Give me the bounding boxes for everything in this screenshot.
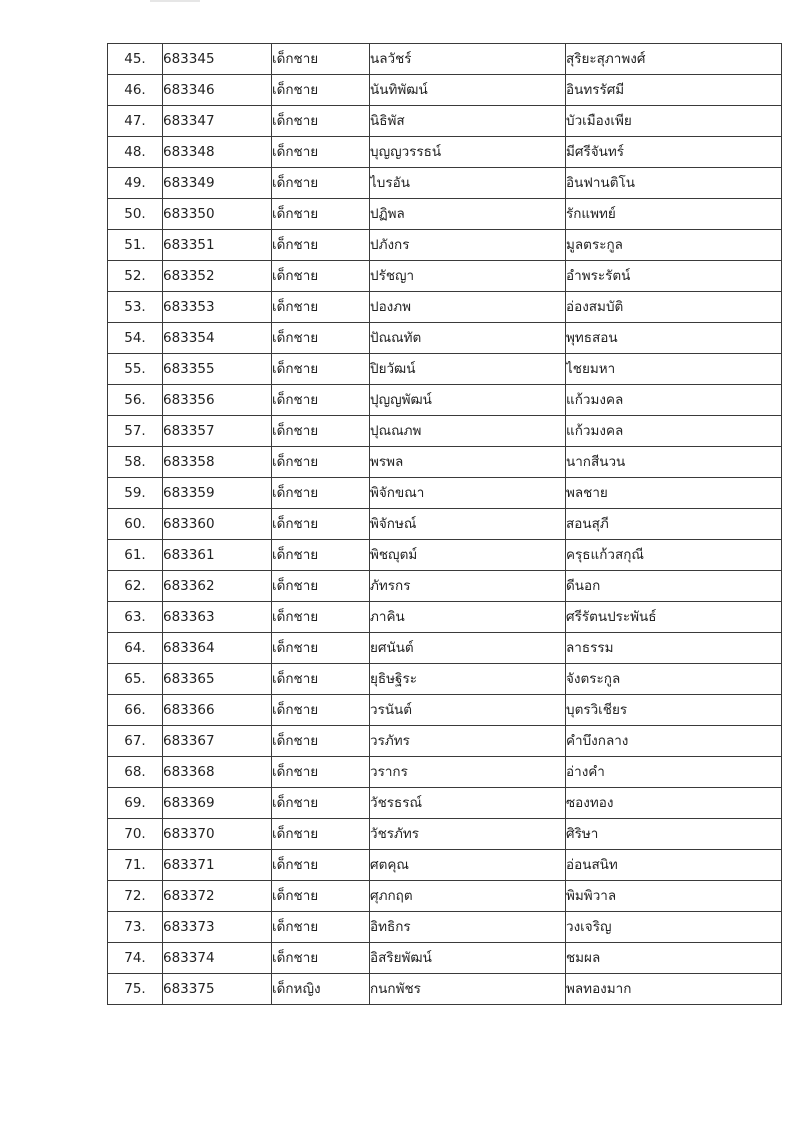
name-title-cell: เด็กชาย [272,633,370,664]
name-title-cell: เด็กชาย [272,726,370,757]
name-title-cell: เด็กชาย [272,757,370,788]
name-title-cell: เด็กชาย [272,323,370,354]
table-row [108,44,782,75]
last-name-cell: มีศรีจันทร์ [566,137,782,168]
row-number-cell: 45. [108,44,163,75]
last-name-cell: สอนสุภี [566,509,782,540]
table-row [108,137,782,168]
student-id-cell: 683357 [163,416,272,447]
table-row [108,664,782,695]
roster-body [108,44,782,1005]
name-title-cell: เด็กชาย [272,571,370,602]
table-row [108,385,782,416]
student-id-cell: 683354 [163,323,272,354]
student-id-cell: 683365 [163,664,272,695]
scan-artifact-mark [150,0,200,2]
last-name-cell: มูลตระกูล [566,230,782,261]
table-row [108,571,782,602]
last-name-cell: ไชยมหา [566,354,782,385]
row-number-cell: 60. [108,509,163,540]
first-name-cell: นันทิพัฒน์ [370,75,566,106]
name-title-cell: เด็กชาย [272,416,370,447]
row-number-cell: 74. [108,943,163,974]
table-row [108,819,782,850]
table-row [108,447,782,478]
student-id-cell: 683346 [163,75,272,106]
table-row [108,540,782,571]
name-title-cell: เด็กชาย [272,819,370,850]
last-name-cell: คำบึงกลาง [566,726,782,757]
student-id-cell: 683353 [163,292,272,323]
student-id-cell: 683349 [163,168,272,199]
first-name-cell: อิทธิกร [370,912,566,943]
first-name-cell: วรากร [370,757,566,788]
row-number-cell: 47. [108,106,163,137]
last-name-cell: รักแพทย์ [566,199,782,230]
student-id-cell: 683360 [163,509,272,540]
student-id-cell: 683367 [163,726,272,757]
row-number-cell: 68. [108,757,163,788]
row-number-cell: 65. [108,664,163,695]
last-name-cell: พิมพิวาล [566,881,782,912]
table-row [108,168,782,199]
student-id-cell: 683347 [163,106,272,137]
row-number-cell: 69. [108,788,163,819]
row-number-cell: 73. [108,912,163,943]
first-name-cell: พิชญุตม์ [370,540,566,571]
student-id-cell: 683345 [163,44,272,75]
table-row [108,974,782,1005]
table-row [108,199,782,230]
first-name-cell: ยุธิษฐิระ [370,664,566,695]
table-row [108,633,782,664]
row-number-cell: 72. [108,881,163,912]
first-name-cell: พรพล [370,447,566,478]
name-title-cell: เด็กหญิง [272,974,370,1005]
last-name-cell: พลทองมาก [566,974,782,1005]
first-name-cell: ภัทรกร [370,571,566,602]
name-title-cell: เด็กชาย [272,881,370,912]
first-name-cell: วัชรภัทร [370,819,566,850]
last-name-cell: ดีนอก [566,571,782,602]
table-row [108,881,782,912]
student-id-cell: 683373 [163,912,272,943]
table-row [108,292,782,323]
first-name-cell: พิจักขณา [370,478,566,509]
row-number-cell: 66. [108,695,163,726]
name-title-cell: เด็กชาย [272,788,370,819]
name-title-cell: เด็กชาย [272,168,370,199]
row-number-cell: 67. [108,726,163,757]
row-number-cell: 53. [108,292,163,323]
row-number-cell: 62. [108,571,163,602]
name-title-cell: เด็กชาย [272,540,370,571]
row-number-cell: 46. [108,75,163,106]
first-name-cell: ปุณณภพ [370,416,566,447]
student-id-cell: 683359 [163,478,272,509]
student-id-cell: 683351 [163,230,272,261]
student-id-cell: 683355 [163,354,272,385]
student-id-cell: 683363 [163,602,272,633]
row-number-cell: 59. [108,478,163,509]
student-id-cell: 683362 [163,571,272,602]
last-name-cell: อินทรรัศมี [566,75,782,106]
first-name-cell: วัชรธรณ์ [370,788,566,819]
last-name-cell: บุตรวิเชียร [566,695,782,726]
name-title-cell: เด็กชาย [272,75,370,106]
name-title-cell: เด็กชาย [272,943,370,974]
table-row [108,323,782,354]
table-row [108,478,782,509]
name-title-cell: เด็กชาย [272,695,370,726]
row-number-cell: 54. [108,323,163,354]
first-name-cell: ปภังกร [370,230,566,261]
name-title-cell: เด็กชาย [272,199,370,230]
first-name-cell: ปองภพ [370,292,566,323]
row-number-cell: 70. [108,819,163,850]
last-name-cell: อำพระรัตน์ [566,261,782,292]
name-title-cell: เด็กชาย [272,447,370,478]
row-number-cell: 55. [108,354,163,385]
last-name-cell: อินฟานติโน [566,168,782,199]
name-title-cell: เด็กชาย [272,664,370,695]
table-row [108,106,782,137]
row-number-cell: 64. [108,633,163,664]
name-title-cell: เด็กชาย [272,602,370,633]
table-row [108,602,782,633]
last-name-cell: อ่างคำ [566,757,782,788]
name-title-cell: เด็กชาย [272,850,370,881]
first-name-cell: ปุญญพัฒน์ [370,385,566,416]
row-number-cell: 58. [108,447,163,478]
last-name-cell: อ่องสมบัติ [566,292,782,323]
student-id-cell: 683371 [163,850,272,881]
student-id-cell: 683375 [163,974,272,1005]
student-id-cell: 683372 [163,881,272,912]
student-id-cell: 683368 [163,757,272,788]
table-row [108,416,782,447]
row-number-cell: 50. [108,199,163,230]
table-row [108,354,782,385]
last-name-cell: ชมผล [566,943,782,974]
name-title-cell: เด็กชาย [272,230,370,261]
last-name-cell: นากสีนวน [566,447,782,478]
table-row [108,943,782,974]
first-name-cell: กนกพัชร [370,974,566,1005]
student-id-cell: 683361 [163,540,272,571]
first-name-cell: นิธิพัส [370,106,566,137]
table-row [108,757,782,788]
name-title-cell: เด็กชาย [272,354,370,385]
row-number-cell: 75. [108,974,163,1005]
first-name-cell: ไบรอัน [370,168,566,199]
name-title-cell: เด็กชาย [272,478,370,509]
student-roster-table [107,43,782,1005]
student-id-cell: 683350 [163,199,272,230]
last-name-cell: ครุธแก้วสกุณี [566,540,782,571]
first-name-cell: ปัณณทัต [370,323,566,354]
first-name-cell: ภาคิน [370,602,566,633]
table-row [108,912,782,943]
first-name-cell: ศุภกฤต [370,881,566,912]
first-name-cell: วรภัทร [370,726,566,757]
name-title-cell: เด็กชาย [272,385,370,416]
name-title-cell: เด็กชาย [272,292,370,323]
name-title-cell: เด็กชาย [272,106,370,137]
table-row [108,695,782,726]
student-id-cell: 683352 [163,261,272,292]
row-number-cell: 61. [108,540,163,571]
first-name-cell: ยศนันต์ [370,633,566,664]
row-number-cell: 63. [108,602,163,633]
last-name-cell: ศรีรัตนประพันธ์ [566,602,782,633]
first-name-cell: อิสริยพัฒน์ [370,943,566,974]
first-name-cell: บุญญวรรธน์ [370,137,566,168]
last-name-cell: แก้วมงคล [566,385,782,416]
row-number-cell: 56. [108,385,163,416]
last-name-cell: ลาธรรม [566,633,782,664]
student-id-cell: 683369 [163,788,272,819]
student-id-cell: 683370 [163,819,272,850]
row-number-cell: 51. [108,230,163,261]
table-row [108,726,782,757]
row-number-cell: 49. [108,168,163,199]
first-name-cell: พิจักษณ์ [370,509,566,540]
row-number-cell: 52. [108,261,163,292]
student-id-cell: 683358 [163,447,272,478]
row-number-cell: 71. [108,850,163,881]
table-row [108,850,782,881]
last-name-cell: แก้วมงคล [566,416,782,447]
table-row [108,230,782,261]
name-title-cell: เด็กชาย [272,509,370,540]
last-name-cell: อ่อนสนิท [566,850,782,881]
first-name-cell: ปิยวัฒน์ [370,354,566,385]
table-row [108,261,782,292]
student-id-cell: 683348 [163,137,272,168]
name-title-cell: เด็กชาย [272,137,370,168]
first-name-cell: ศตคุณ [370,850,566,881]
first-name-cell: วรนันต์ [370,695,566,726]
last-name-cell: บัวเมืองเพีย [566,106,782,137]
student-id-cell: 683374 [163,943,272,974]
name-title-cell: เด็กชาย [272,912,370,943]
last-name-cell: ซองทอง [566,788,782,819]
first-name-cell: ปรัชญา [370,261,566,292]
first-name-cell: ปฏิพล [370,199,566,230]
table-row [108,509,782,540]
student-id-cell: 683364 [163,633,272,664]
last-name-cell: สุริยะสุภาพงศ์ [566,44,782,75]
student-id-cell: 683366 [163,695,272,726]
name-title-cell: เด็กชาย [272,44,370,75]
first-name-cell: นลวัชร์ [370,44,566,75]
last-name-cell: วงเจริญ [566,912,782,943]
row-number-cell: 48. [108,137,163,168]
student-id-cell: 683356 [163,385,272,416]
table-row [108,788,782,819]
last-name-cell: ศิริษา [566,819,782,850]
name-title-cell: เด็กชาย [272,261,370,292]
last-name-cell: พุทธสอน [566,323,782,354]
last-name-cell: พลชาย [566,478,782,509]
row-number-cell: 57. [108,416,163,447]
last-name-cell: จังตระกูล [566,664,782,695]
table-row [108,75,782,106]
